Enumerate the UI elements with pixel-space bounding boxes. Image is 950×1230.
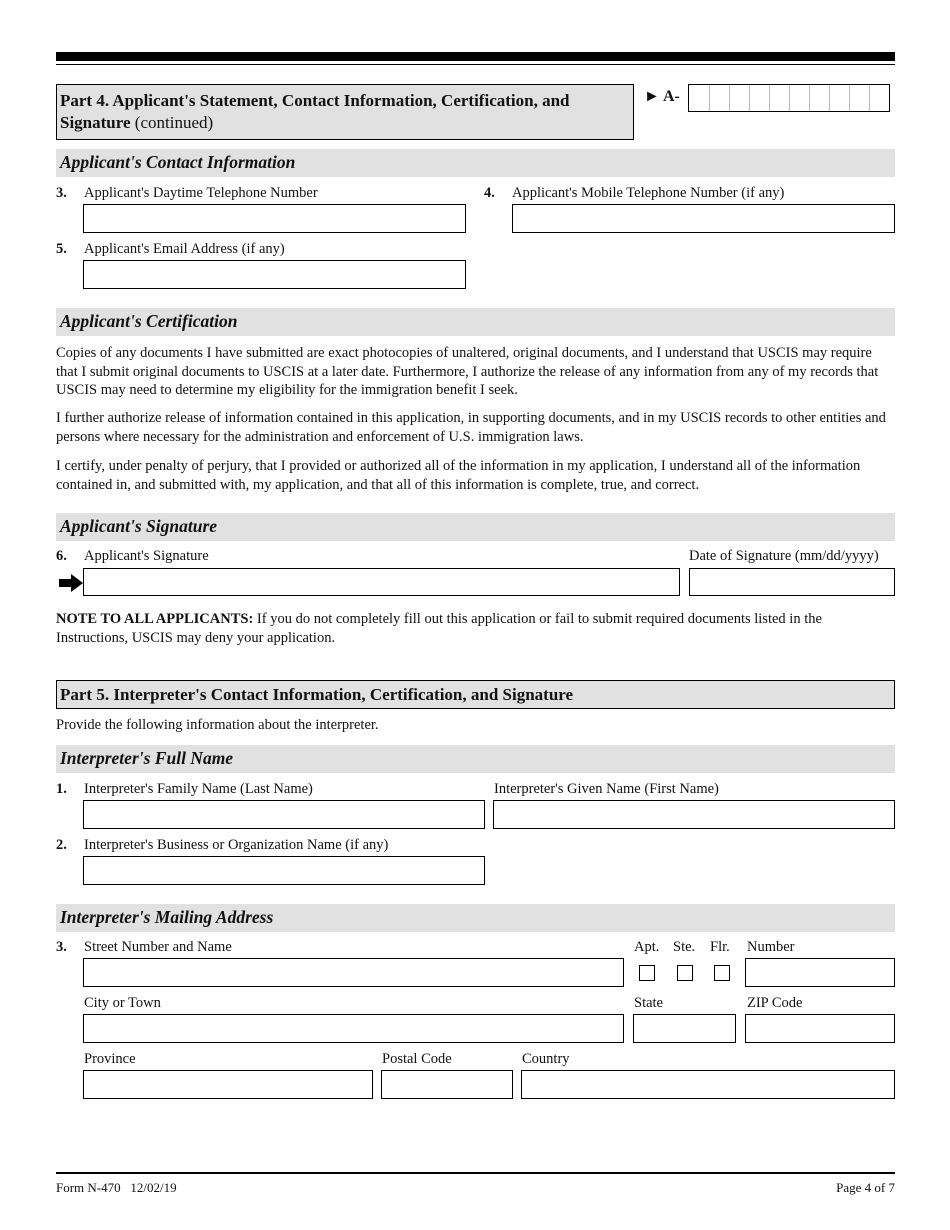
- applicant-signature-field[interactable]: [83, 568, 680, 596]
- daytime-phone-field[interactable]: [83, 204, 466, 233]
- signature-date-field[interactable]: [689, 568, 895, 596]
- family-name-label: Interpreter's Family Name (Last Name): [84, 781, 313, 797]
- arrow-right-icon: [58, 573, 84, 593]
- daytime-phone-label: Applicant's Daytime Telephone Number: [84, 185, 318, 201]
- interpreter-address-heading-bar: [56, 904, 895, 932]
- part4-title-bold: Part 4. Applicant's Statement, Contact Information, Certification, and: [60, 91, 570, 110]
- part5-title-box: [56, 680, 895, 709]
- family-name-field[interactable]: [83, 800, 485, 829]
- contact-heading: Applicant's Contact Information: [60, 152, 296, 172]
- mobile-phone-field[interactable]: [512, 204, 895, 233]
- business-name-label: Interpreter's Business or Organization Name (if any): [84, 837, 389, 853]
- flr-label: Flr.: [710, 939, 730, 955]
- apt-label: Apt.: [634, 939, 660, 955]
- signature-heading: Applicant's Signature: [60, 516, 218, 536]
- anumber-field[interactable]: [688, 84, 890, 112]
- country-label: Country: [522, 1051, 570, 1067]
- q4-number: 4.: [484, 185, 495, 201]
- province-field[interactable]: [83, 1070, 373, 1099]
- ste-checkbox[interactable]: [677, 965, 693, 981]
- note-to-applicants: [56, 610, 896, 647]
- ste-label: Ste.: [673, 939, 696, 955]
- applicant-signature-label: Applicant's Signature: [84, 548, 209, 564]
- business-name-field[interactable]: [83, 856, 485, 885]
- number-label: Number: [747, 939, 795, 955]
- province-label: Province: [84, 1051, 136, 1067]
- given-name-label: Interpreter's Given Name (First Name): [494, 781, 719, 797]
- contact-heading-bar: [56, 149, 895, 177]
- postal-code-label: Postal Code: [382, 1051, 452, 1067]
- q6-number: 6.: [56, 548, 67, 564]
- street-label: Street Number and Name: [84, 939, 232, 955]
- email-label: Applicant's Email Address (if any): [84, 241, 285, 257]
- certification-paragraph-1: Copies of any documents I have submitted are exact photocopies of unaltered, original documents, and I understand that USCIS may require that I submit original documents to USCIS at a later date. Furthermore, I authorize the release of any information from any of my records that USCIS may need to determine my eligibility for the immigration benefit I seek.: [56, 345, 879, 398]
- flr-checkbox[interactable]: [714, 965, 730, 981]
- postal-code-field[interactable]: [381, 1070, 513, 1099]
- interp-q3-number: 3.: [56, 939, 67, 955]
- zip-field[interactable]: [745, 1014, 895, 1043]
- city-label: City or Town: [84, 995, 161, 1011]
- mobile-phone-label: Applicant's Mobile Telephone Number (if any): [512, 185, 785, 201]
- page-number: Page 4 of 7: [836, 1180, 895, 1195]
- certification-heading-bar: [56, 308, 895, 336]
- part4-title-box: [56, 84, 634, 140]
- interp-q2-number: 2.: [56, 837, 67, 853]
- q5-number: 5.: [56, 241, 67, 257]
- interp-q1-number: 1.: [56, 781, 67, 797]
- certification-heading: Applicant's Certification: [60, 311, 238, 331]
- header-thick-rule: [56, 52, 895, 61]
- header-thin-rule: [56, 64, 895, 65]
- unit-number-field[interactable]: [745, 958, 895, 987]
- certification-paragraph-2: I further authorize release of information contained in this application, in supporting documents, and in my USCIS records to other entities and persons where necessary for the administration and enforcement of U.S. immigration laws.: [56, 410, 886, 445]
- part5-title: Part 5. Interpreter's Contact Information, Certification, and Signature: [60, 685, 574, 704]
- email-field[interactable]: [83, 260, 466, 289]
- zip-label: ZIP Code: [747, 995, 803, 1011]
- form-identifier: Form N-470 12/02/19: [56, 1180, 177, 1195]
- part4-title: [60, 90, 630, 134]
- q3-number: 3.: [56, 185, 67, 201]
- state-label: State: [634, 995, 663, 1011]
- interpreter-address-heading: Interpreter's Mailing Address: [60, 907, 274, 927]
- part5-intro: Provide the following information about the interpreter.: [56, 717, 379, 733]
- note-bold: NOTE TO ALL APPLICANTS:: [56, 611, 254, 627]
- interpreter-name-heading-bar: [56, 745, 895, 773]
- footer-rule: [56, 1172, 895, 1174]
- interpreter-name-heading: Interpreter's Full Name: [60, 748, 234, 768]
- signature-date-label: Date of Signature (mm/dd/yyyy): [689, 548, 879, 564]
- apt-checkbox[interactable]: [639, 965, 655, 981]
- signature-heading-bar: [56, 513, 895, 541]
- note-text: If you do not completely fill out this application or fail to submit required documents listed in the Instructions, USCIS may deny your application.: [56, 611, 822, 646]
- part4-title-bold2: Signature: [60, 113, 131, 132]
- street-field[interactable]: [83, 958, 624, 987]
- given-name-field[interactable]: [493, 800, 895, 829]
- country-field[interactable]: [521, 1070, 895, 1099]
- certification-paragraph-3: I certify, under penalty of perjury, that I provided or authorized all of the information in my application, I understand all of the information contained in, and submitted with, my application, and that all of this information is complete, true, and correct.: [56, 458, 861, 493]
- anumber-label: ► A-: [644, 88, 680, 105]
- state-field[interactable]: [633, 1014, 736, 1043]
- city-field[interactable]: [83, 1014, 624, 1043]
- part4-title-rest: (continued): [130, 113, 214, 132]
